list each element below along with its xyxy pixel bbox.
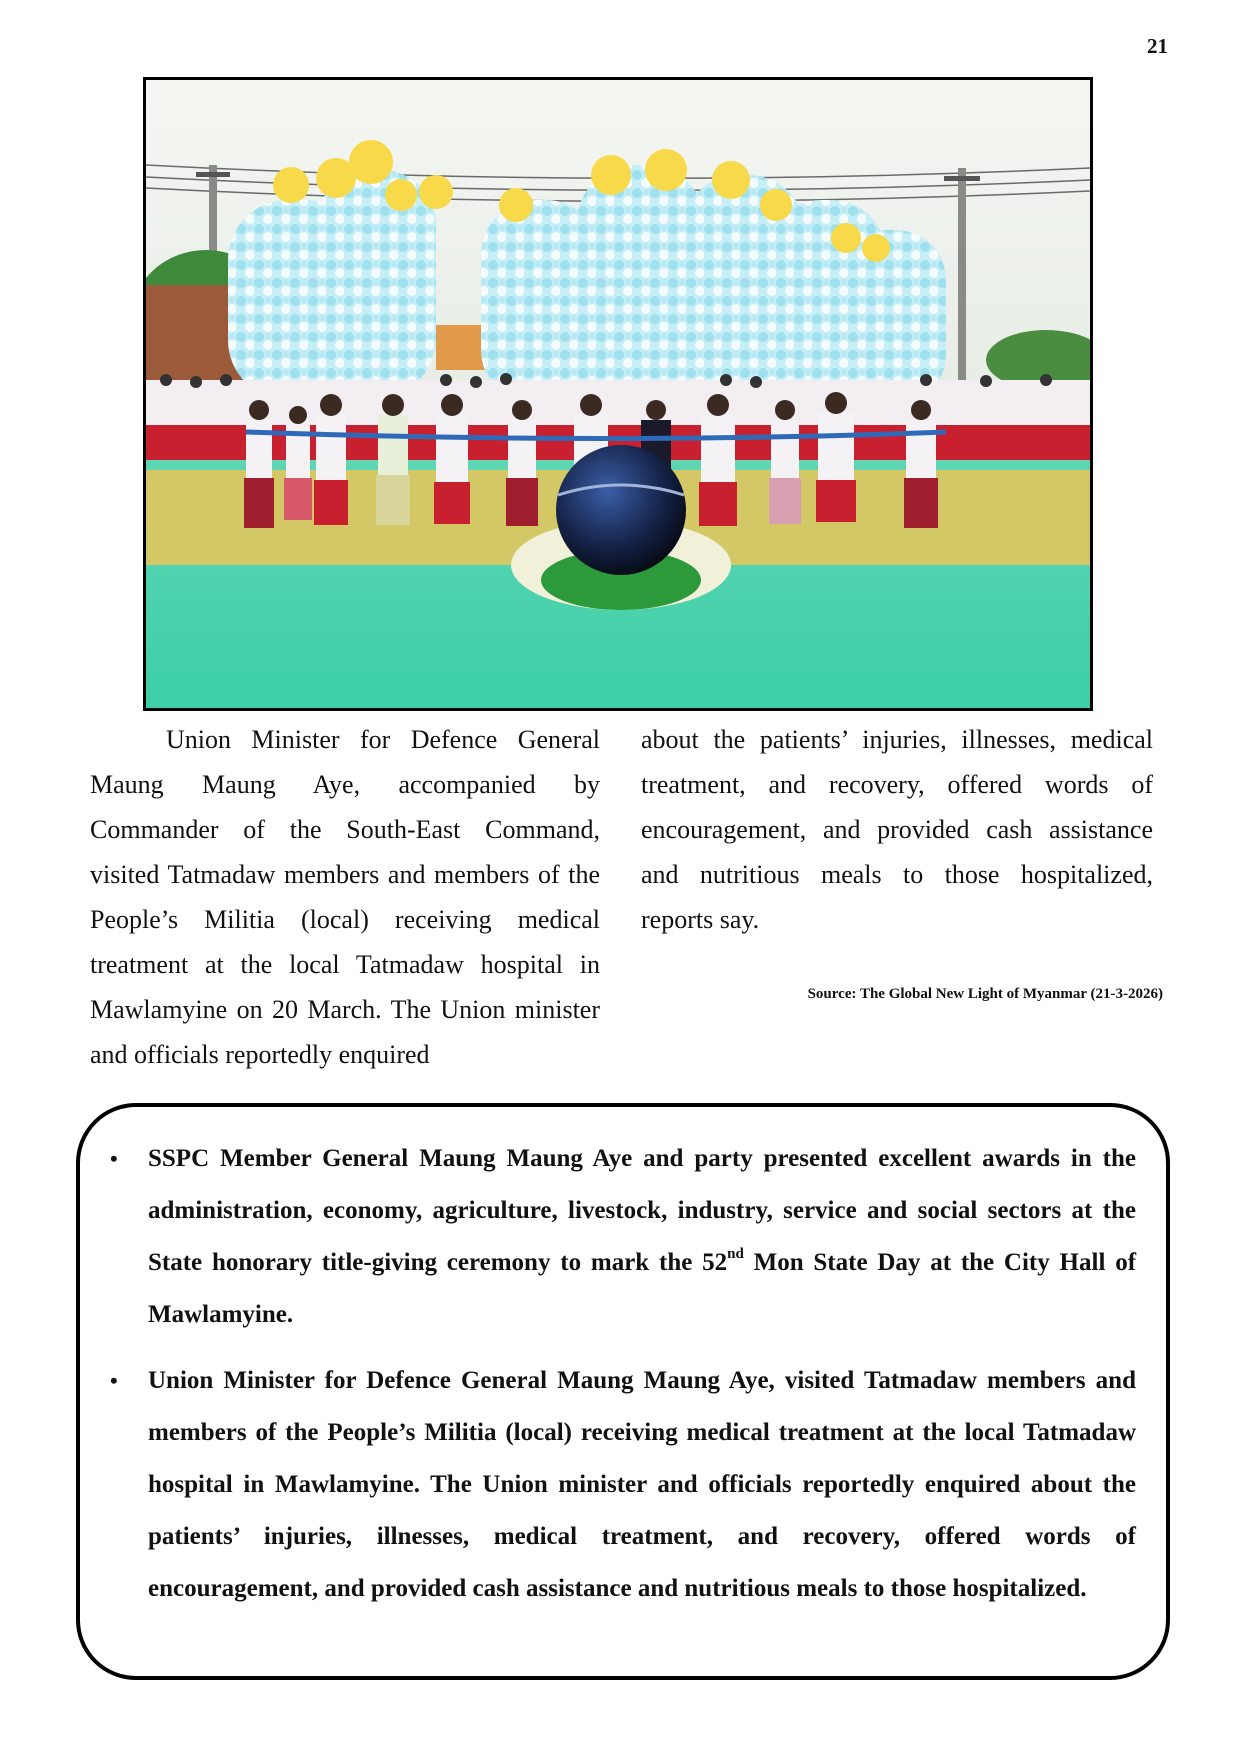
- utility-pole-right: [958, 168, 966, 383]
- ribbon-cutting-photo: [143, 77, 1093, 711]
- summary-item-1: [110, 1133, 1137, 1341]
- ordinal-suffix: nd: [727, 1246, 744, 1262]
- bullet-icon: •: [110, 1368, 118, 1393]
- source-credit: Source: The Global New Light of Myanmar (21-3-2026): [807, 986, 1163, 1002]
- balloon-arches: [228, 165, 946, 405]
- summary-item-1-text: SSPC Member General Maung Maung Aye and party presented excellent awards in the administration, economy, agriculture, livestock, industry, service and social sectors at the State honorary title-giving ceremony to mark the 52: [148, 1145, 1136, 1276]
- summary-item-2-text: Union Minister for Defence General Maung Maung Aye, visited Tatmadaw members and members of the People’s Militia (local) receiving medical treatment at the local Tatmadaw hospital in Mawlamyine. The Union minister and officials reportedly enquired about the patients’ injuries, illnesses, medical treatment, and recovery, offered words of encouragement, and provided cash assistance and nutritious meals to those hospitalized.: [148, 1367, 1136, 1602]
- bullet-icon: •: [110, 1146, 118, 1171]
- summary-item-1-tail: Mon State Day at the City Hall of Mawlamyine.: [148, 1249, 1137, 1328]
- globe: [556, 445, 686, 575]
- photo-illustration: [146, 80, 1090, 708]
- article-paragraph-left: Union Minister for Defence General Maung Maung Aye, accompanied by Commander of the South-East Command, visited Tatmadaw members and members of the People’s Militia (local) receiving medical treatment at the local Tatmadaw hospital in Mawlamyine on 20 March. The Union minister and officials reportedly enquired: [90, 725, 600, 1069]
- article-right-column: [641, 717, 1153, 942]
- summary-item-2: [110, 1355, 1136, 1615]
- summary-box: [76, 1103, 1170, 1680]
- page-number: 21: [1147, 34, 1168, 58]
- article-paragraph-right: about the patients’ injuries, illnesses, medical treatment, and recovery, offered words of encouragement, and provided cash assistance and nutritious meals to those hospitalized, reports say.: [641, 725, 1153, 934]
- summary-list: [110, 1133, 1137, 1629]
- article-left-column: [90, 717, 600, 1077]
